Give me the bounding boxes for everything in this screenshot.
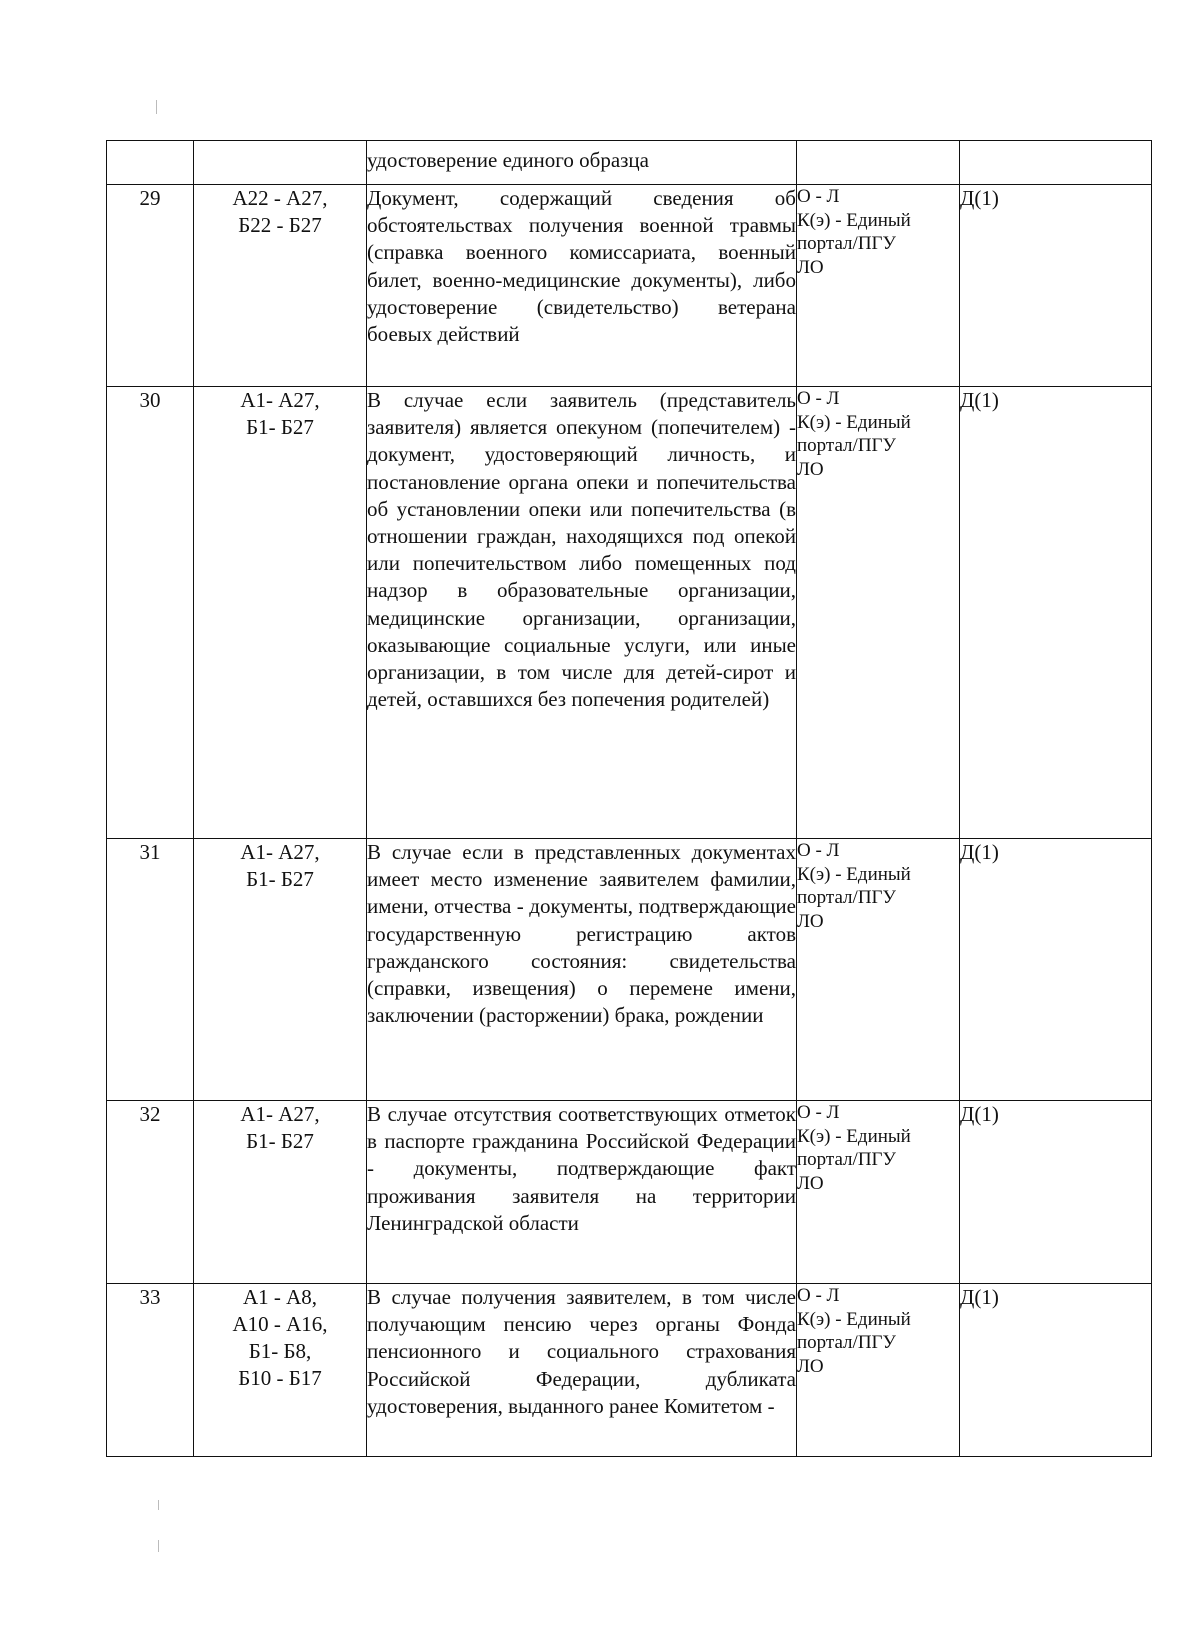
place-line: К(э) - Единый (797, 1125, 911, 1147)
category-codes (194, 387, 367, 839)
place-line: К(э) - Единый (797, 411, 911, 433)
table-row-29 (107, 185, 1152, 387)
scan-speck (158, 1500, 159, 1510)
category-codes (194, 185, 367, 387)
document-type: Д(1) (960, 387, 1152, 839)
row-number: 31 (107, 839, 194, 1101)
place-line: О - Л (797, 1102, 840, 1123)
desc-text: удостоверение единого образца (367, 148, 649, 172)
place-line: ЛО (797, 458, 824, 480)
category-codes (194, 1284, 367, 1457)
place-line: К(э) - Единый (797, 209, 911, 231)
place-line: портал/ПГУ (797, 233, 896, 254)
document-description: В случае если заявитель (представитель заявителя) является опекуном (попечителем) - документ, удостоверяющий личность, и постановление органа опеки и попечительства об установлении опеки или попечительства (в отношении граждан, находящихся под опекой или попечительством либо помещенных под надзор в образовательные организации, медицинские организации, организации, оказывающие социальные услуги, или иные организации, в том числе для детей-сирот и детей, оставшихся без попечения родителей) (367, 387, 797, 839)
code-line: А1 - А8, (242, 1285, 318, 1309)
document-type: Д(1) (960, 1101, 1152, 1284)
submission-place (797, 1101, 960, 1284)
table-row-33 (107, 1284, 1152, 1457)
cell-num (107, 141, 194, 185)
row-number: 30 (107, 387, 194, 839)
code-line: А1- А27, (240, 1102, 320, 1126)
category-codes (194, 839, 367, 1101)
document-type: Д(1) (960, 1284, 1152, 1457)
scan-speck (158, 1540, 159, 1552)
scan-speck (156, 100, 157, 114)
code-line: Б1- Б27 (246, 867, 314, 891)
cell-desc (367, 141, 797, 185)
category-codes (194, 1101, 367, 1284)
table-row-30 (107, 387, 1152, 839)
place-line: портал/ПГУ (797, 435, 896, 456)
code-line: Б1- Б27 (246, 415, 314, 439)
table-row-31 (107, 839, 1152, 1101)
place-line: К(э) - Единый (797, 1308, 911, 1330)
document-description: В случае если в представленных документах имеет место изменение заявителем фамилии, имени, отчества - документы, подтверждающие государственную регистрацию актов гражданского состояния: свидетельства (справки, извещения) о перемене имени, заключении (расторжении) брака, рождении (367, 839, 797, 1101)
table-row-continuation (107, 141, 1152, 185)
place-line: О - Л (797, 388, 840, 409)
place-line: ЛО (797, 1172, 824, 1194)
row-number: 29 (107, 185, 194, 387)
document-description: В случае отсутствия соответствующих отметок в паспорте гражданина Российской Федерации - документы, подтверждающие факт проживания заявителя на территории Ленинградской области (367, 1101, 797, 1284)
place-line: О - Л (797, 186, 840, 207)
place-line: О - Л (797, 840, 840, 861)
cell-codes (194, 141, 367, 185)
documents-table (106, 140, 1152, 1457)
code-line: А1- А27, (240, 840, 320, 864)
code-line: А10 - А16, (232, 1312, 328, 1336)
place-line: ЛО (797, 1355, 824, 1377)
submission-place (797, 387, 960, 839)
place-line: К(э) - Единый (797, 863, 911, 885)
code-line: Б10 - Б17 (238, 1366, 322, 1390)
code-line: Б22 - Б27 (238, 213, 322, 237)
document-description: Документ, содержащий сведения об обстоятельствах получения военной травмы (справка военного комиссариата, военный билет, военно-медицинские документы), либо удостоверение (свидетельство) ветерана боевых действий (367, 185, 797, 387)
place-line: ЛО (797, 910, 824, 932)
table-row-32 (107, 1101, 1152, 1284)
row-number: 33 (107, 1284, 194, 1457)
place-line: портал/ПГУ (797, 1332, 896, 1353)
document-description: В случае получения заявителем, в том числе получающим пенсию через органы Фонда пенсионного и социального страхования Российской Федерации, дубликата удостоверения, выданного ранее Комитетом - (367, 1284, 797, 1457)
code-line: А1- А27, (240, 388, 320, 412)
code-line: А22 - А27, (232, 186, 328, 210)
submission-place (797, 1284, 960, 1457)
cell-type (960, 141, 1152, 185)
code-line: Б1- Б27 (246, 1129, 314, 1153)
document-type: Д(1) (960, 839, 1152, 1101)
code-line: Б1- Б8, (248, 1339, 312, 1363)
submission-place (797, 839, 960, 1101)
place-line: О - Л (797, 1285, 840, 1306)
document-type: Д(1) (960, 185, 1152, 387)
cell-place (797, 141, 960, 185)
place-line: ЛО (797, 256, 824, 278)
row-number: 32 (107, 1101, 194, 1284)
submission-place (797, 185, 960, 387)
place-line: портал/ПГУ (797, 1149, 896, 1170)
place-line: портал/ПГУ (797, 887, 896, 908)
